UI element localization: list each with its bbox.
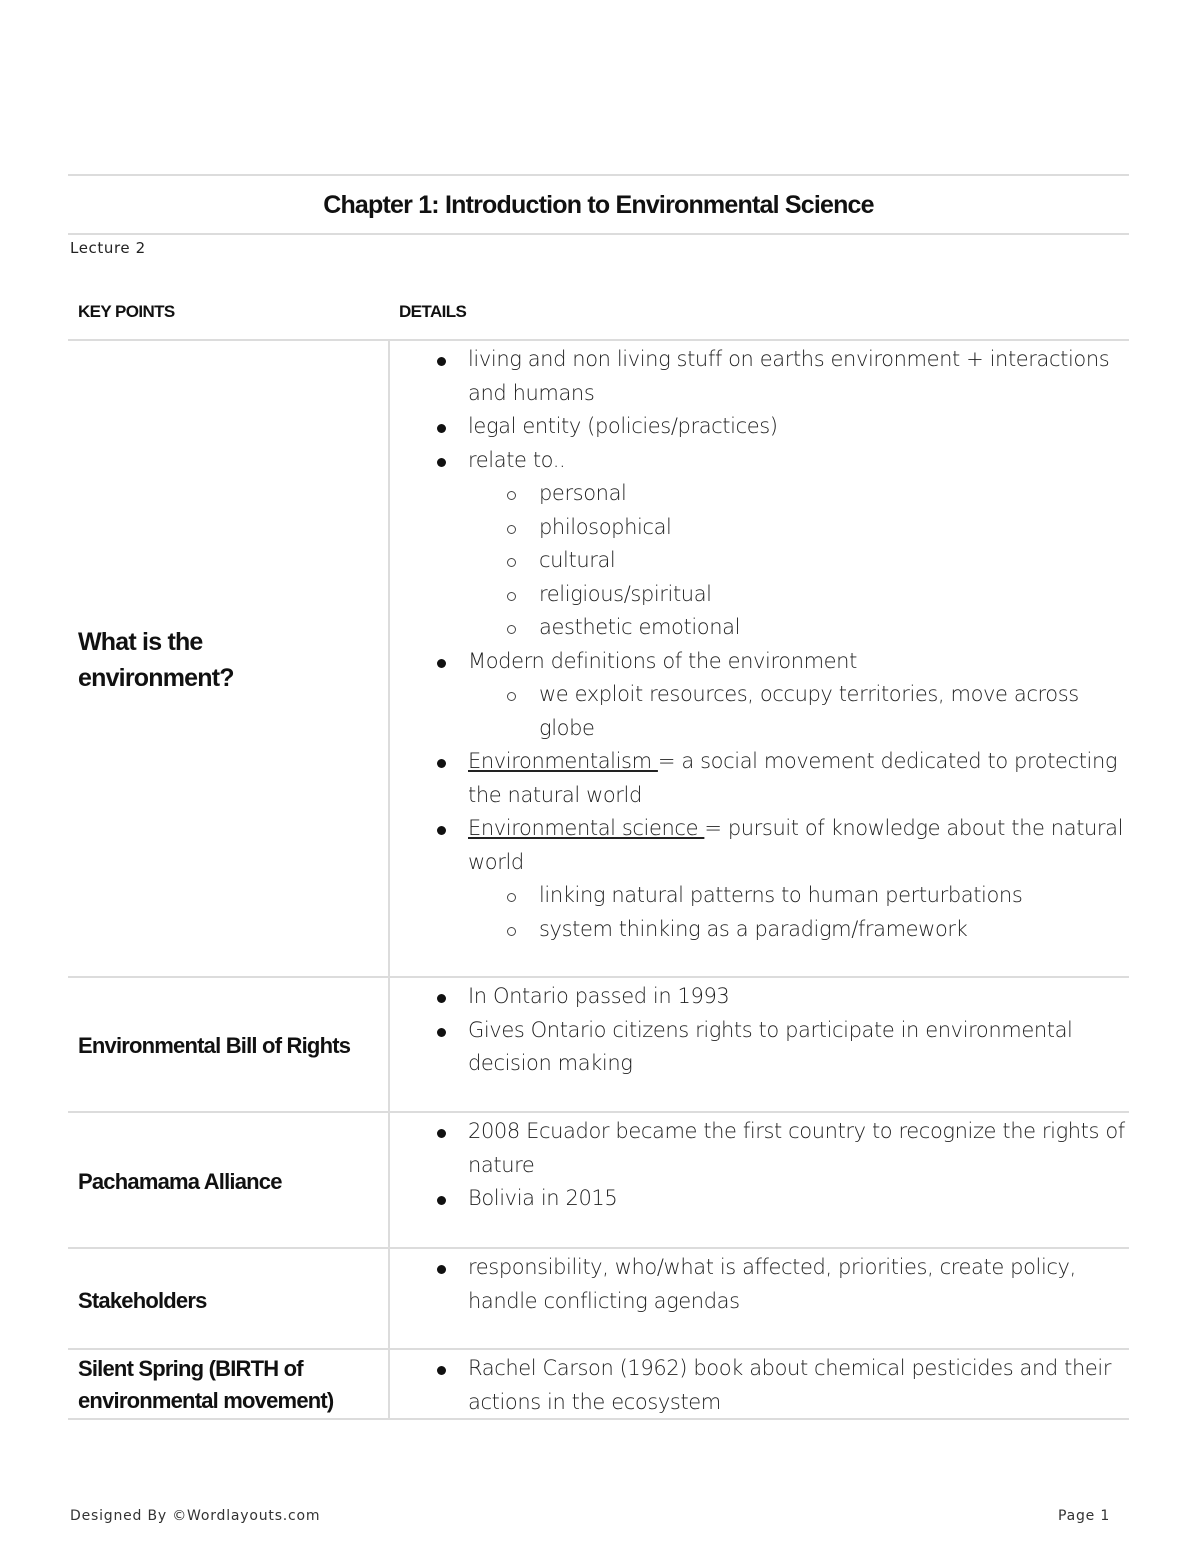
hollow-bullet-icon (507, 592, 516, 601)
page-title: Chapter 1: Introduction to Environmental Science (323, 191, 874, 219)
list-item (432, 1014, 1132, 1081)
term-environmentalism: Environmentalism (468, 749, 658, 773)
row-divider (68, 1348, 1129, 1350)
list-item (432, 645, 1132, 679)
key-point-title: Silent Spring (BIRTH of environmental movement) (78, 1356, 334, 1413)
footer-credit: Designed By ©Wordlayouts.com (70, 1508, 321, 1524)
sub-list-item (432, 578, 1132, 612)
bullet-icon (437, 659, 446, 668)
bullet-icon (437, 1196, 446, 1205)
bullet-icon (437, 1129, 446, 1138)
bullet-icon (437, 759, 446, 768)
hollow-bullet-icon (507, 692, 516, 701)
key-point-title: Stakeholders (78, 1288, 207, 1313)
list-item-text: personal (539, 481, 627, 505)
list-item (432, 444, 1132, 478)
list-item-text: 2008 Ecuador became the first country to recognize the rights of nature (468, 1119, 1125, 1177)
list-item (432, 812, 1132, 879)
bullet-icon (437, 1028, 446, 1037)
list-item (432, 343, 1132, 410)
list-item-text: relate to.. (468, 447, 566, 472)
list-item-text: living and non living stuff on earths environment + interactions and humans (468, 347, 1110, 405)
key-point-title: What is the environment? (78, 628, 234, 692)
list-item-text: system thinking as a paradigm/framework (539, 916, 968, 941)
rule-under-title (68, 233, 1129, 235)
list-item (432, 1115, 1132, 1182)
page-number: Page 1 (1058, 1508, 1111, 1524)
details-cell (432, 1251, 1132, 1318)
list-item-text: we exploit resources, occupy territories, move across globe (539, 682, 1079, 740)
key-point-title: Environmental Bill of Rights (78, 1033, 351, 1058)
details-list (432, 980, 1132, 1081)
list-item (432, 1182, 1132, 1216)
key-point-title: Pachamama Alliance (78, 1169, 282, 1194)
list-item-text: = pursuit of knowledge about the natural world (468, 816, 1124, 874)
list-item-text: linking natural patterns to human perturbations (539, 883, 1023, 907)
bullet-icon (437, 458, 446, 467)
term-environmental-science: Environmental science (468, 816, 705, 840)
hollow-bullet-icon (507, 558, 516, 567)
list-item (432, 980, 1132, 1014)
row-divider (68, 976, 1129, 978)
bullet-icon (437, 424, 446, 433)
details-cell (432, 1115, 1132, 1216)
page-subtitle: Lecture 2 (70, 239, 146, 257)
sub-list-item (432, 511, 1132, 545)
row-divider (68, 1111, 1129, 1113)
sub-list-item (432, 477, 1132, 511)
list-item-text: Modern definitions of the environment (468, 648, 857, 673)
list-item-text: legal entity (policies/practices) (468, 414, 778, 438)
list-item (432, 1251, 1132, 1318)
bullet-icon (437, 1265, 446, 1274)
row-divider (68, 1247, 1129, 1249)
details-list (432, 343, 1132, 946)
sub-list-item (432, 611, 1132, 645)
list-item (432, 1352, 1132, 1419)
bullet-icon (437, 994, 446, 1003)
sub-list-item (432, 913, 1132, 947)
sub-list-item (432, 544, 1132, 578)
list-item (432, 745, 1132, 812)
details-cell (432, 343, 1132, 946)
details-cell (432, 1352, 1132, 1419)
hollow-bullet-icon (507, 927, 516, 936)
sub-list-item (432, 879, 1132, 913)
list-item-text: aesthetic emotional (539, 615, 741, 639)
list-item-text: religious/spiritual (539, 581, 712, 606)
list-item-text: cultural (539, 548, 616, 572)
list-item-text: responsibility, who/what is affected, priorities, create policy, handle conflicting agendas (468, 1255, 1076, 1313)
bullet-icon (437, 357, 446, 366)
details-list (432, 1115, 1132, 1216)
bullet-icon (437, 1366, 446, 1375)
list-item-text: Bolivia in 2015 (468, 1186, 618, 1210)
list-item (432, 410, 1132, 444)
hollow-bullet-icon (507, 525, 516, 534)
sub-list-item (432, 678, 1132, 745)
column-divider (388, 339, 390, 1418)
list-item-text: Gives Ontario citizens rights to participate in environmental decision making (468, 1017, 1073, 1075)
details-list (432, 1251, 1132, 1318)
list-item-text: In Ontario passed in 1993 (468, 984, 730, 1008)
list-item-text: = a social movement dedicated to protecting the natural world (468, 749, 1118, 807)
list-item-text: philosophical (539, 514, 672, 539)
header-key-points: KEY POINTS (78, 302, 175, 321)
hollow-bullet-icon (507, 625, 516, 634)
header-details: DETAILS (399, 302, 467, 321)
hollow-bullet-icon (507, 491, 516, 500)
bullet-icon (437, 826, 446, 835)
details-cell (432, 980, 1132, 1081)
rule-top (68, 174, 1129, 176)
list-item-text: Rachel Carson (1962) book about chemical pesticides and their actions in the ecosystem (468, 1356, 1112, 1414)
details-list (432, 1352, 1132, 1419)
row-divider (68, 339, 1129, 341)
hollow-bullet-icon (507, 893, 516, 902)
